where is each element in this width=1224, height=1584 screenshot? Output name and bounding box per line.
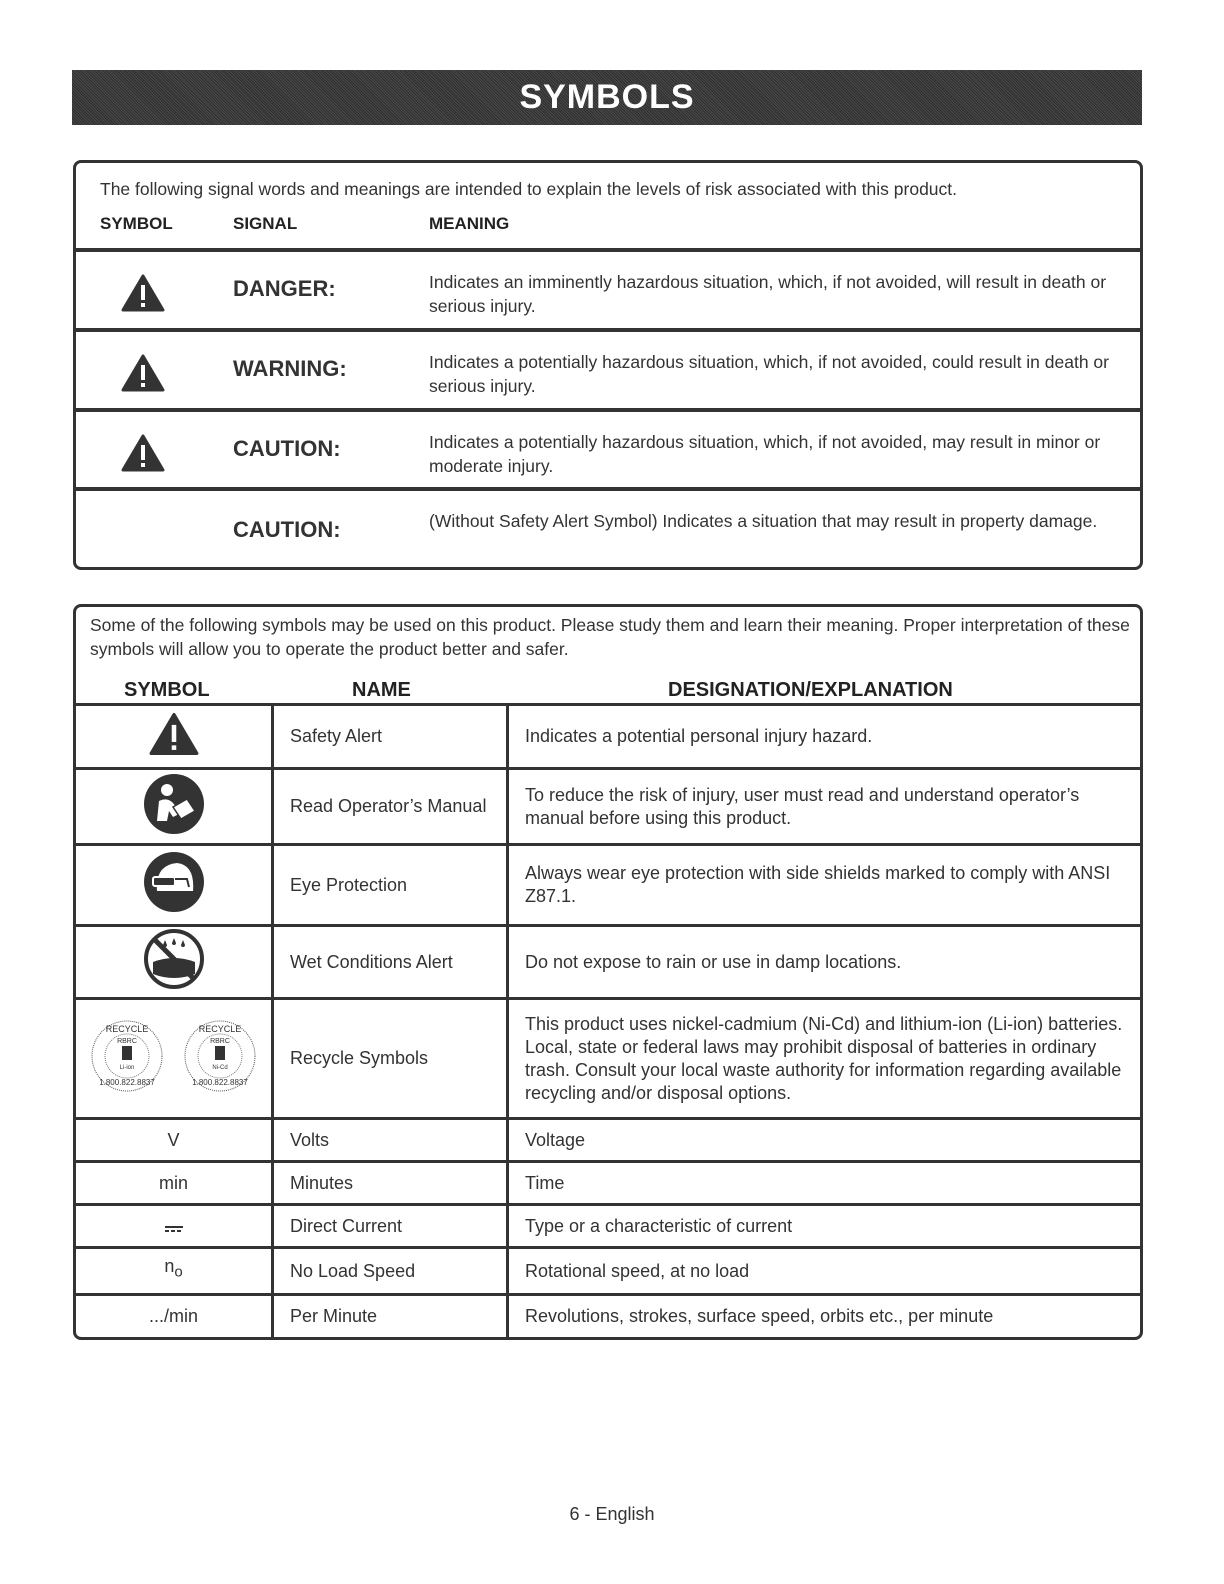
table-row: [76, 1205, 1140, 1248]
signal-word: CAUTION:: [233, 517, 341, 542]
symbol-name: Eye Protection: [273, 845, 508, 926]
table-row: [76, 1162, 1140, 1205]
table-row: [76, 769, 1140, 845]
symbol-name: No Load Speed: [273, 1248, 508, 1295]
symbol-name: Read Operator’s Manual: [273, 769, 508, 845]
signal-row-caution-no-symbol: [76, 487, 1140, 567]
signal-meaning: Indicates an imminently hazardous situation, which, if not avoided, will result in death or serious injury.: [429, 272, 1107, 316]
seal-rbrc-text: RBRC: [210, 1037, 230, 1045]
symbol-name: Volts: [273, 1119, 508, 1162]
table-row: [76, 1248, 1140, 1295]
safety-alert-icon: [121, 434, 165, 472]
seal-chemistry-text: Ni-Cd: [212, 1064, 228, 1071]
signal-word: CAUTION:: [233, 436, 341, 461]
table-row: [76, 845, 1140, 926]
header-designation: DESIGNATION/EXPLANATION: [668, 679, 953, 701]
header-meaning: MEANING: [429, 214, 510, 233]
seal-chemistry-text: Li-ion: [119, 1064, 135, 1071]
signal-meaning: (Without Safety Alert Symbol) Indicates a situation that may result in property damage.: [429, 511, 1098, 531]
signal-row-warning: [76, 328, 1140, 408]
symbols-box: [73, 604, 1143, 1340]
symbol-name: Recycle Symbols: [273, 999, 508, 1119]
seal-recycle-text: RECYCLE: [198, 1023, 242, 1034]
symbol-designation: Rotational speed, at no load: [508, 1248, 1141, 1295]
eye-protection-icon: [143, 851, 205, 913]
symbol-text: min: [76, 1162, 273, 1205]
direct-current-icon: [165, 1226, 183, 1232]
header-symbol: SYMBOL: [100, 214, 173, 233]
signal-meaning: Indicates a potentially hazardous situation, which, if not avoided, may result in minor or moderate injury.: [429, 432, 1101, 476]
symbol-name: Direct Current: [273, 1205, 508, 1248]
table-row: [76, 1295, 1140, 1337]
signal-row-danger: [76, 248, 1140, 328]
symbol-designation: Time: [508, 1162, 1141, 1205]
header-symbol: SYMBOL: [124, 679, 210, 701]
read-manual-icon: [143, 773, 205, 835]
table-row: [76, 1119, 1140, 1162]
table-row: [76, 926, 1140, 999]
symbol-name: Wet Conditions Alert: [273, 926, 508, 999]
signal-meaning: Indicates a potentially hazardous situation, which, if not avoided, could result in death or serious injury.: [429, 352, 1109, 396]
signal-row-caution: [76, 408, 1140, 488]
symbol-name: Minutes: [273, 1162, 508, 1205]
symbol-text: n: [164, 1256, 175, 1276]
symbol-text: V: [76, 1119, 273, 1162]
safety-alert-icon: [121, 274, 165, 312]
signal-word: DANGER:: [233, 276, 336, 301]
signal-words-box: [73, 160, 1143, 570]
safety-alert-icon: [121, 354, 165, 392]
symbol-designation: Revolutions, strokes, surface speed, orbits etc., per minute: [508, 1295, 1141, 1337]
symbol-designation: Type or a characteristic of current: [508, 1205, 1141, 1248]
recycle-ni-cd-icon: [183, 1019, 257, 1093]
seal-phone-text: 1.800.822.8837: [99, 1077, 155, 1087]
table-row: [76, 705, 1140, 769]
symbol-designation: Indicates a potential personal injury hazard.: [508, 705, 1141, 769]
page-footer: 6 - English: [569, 1504, 655, 1524]
seal-phone-text: 1.800.822.8837: [192, 1077, 248, 1087]
symbol-subscript: o: [174, 1263, 183, 1281]
signal-intro: The following signal words and meanings are intended to explain the levels of risk associated with this product.: [100, 179, 958, 199]
signal-word: WARNING:: [233, 356, 347, 381]
symbol-designation: To reduce the risk of injury, user must read and understand operator’s manual before using this product.: [508, 769, 1141, 845]
symbol-designation: This product uses nickel-cadmium (Ni-Cd) and lithium-ion (Li-ion) batteries. Local, state or federal laws may prohibit disposal of batteries in ordinary trash. Consult your local waste authority for information regarding available recycling and/or disposal options.: [508, 999, 1141, 1119]
seal-rbrc-text: RBRC: [117, 1037, 137, 1045]
table-row: [76, 999, 1140, 1119]
symbols-table: [76, 703, 1140, 1337]
symbols-intro: Some of the following symbols may be used on this product. Please study them and learn their meaning. Proper interpretation of these symbols will allow you to operate the product better and safer.: [90, 615, 1130, 659]
safety-alert-icon: [149, 712, 199, 756]
symbol-name: Safety Alert: [273, 705, 508, 769]
seal-recycle-text: RECYCLE: [105, 1023, 149, 1034]
wet-conditions-icon: [143, 928, 205, 990]
symbol-designation: Voltage: [508, 1119, 1141, 1162]
symbol-designation: Do not expose to rain or use in damp locations.: [508, 926, 1141, 999]
page-title: SYMBOLS: [519, 78, 695, 116]
recycle-li-ion-icon: [90, 1019, 164, 1093]
symbol-designation: Always wear eye protection with side shields marked to comply with ANSI Z87.1.: [508, 845, 1141, 926]
section-title-banner: [72, 70, 1142, 125]
header-signal: SIGNAL: [233, 214, 298, 233]
header-name: NAME: [352, 679, 411, 701]
symbol-text: .../min: [76, 1295, 273, 1337]
symbol-name: Per Minute: [273, 1295, 508, 1337]
